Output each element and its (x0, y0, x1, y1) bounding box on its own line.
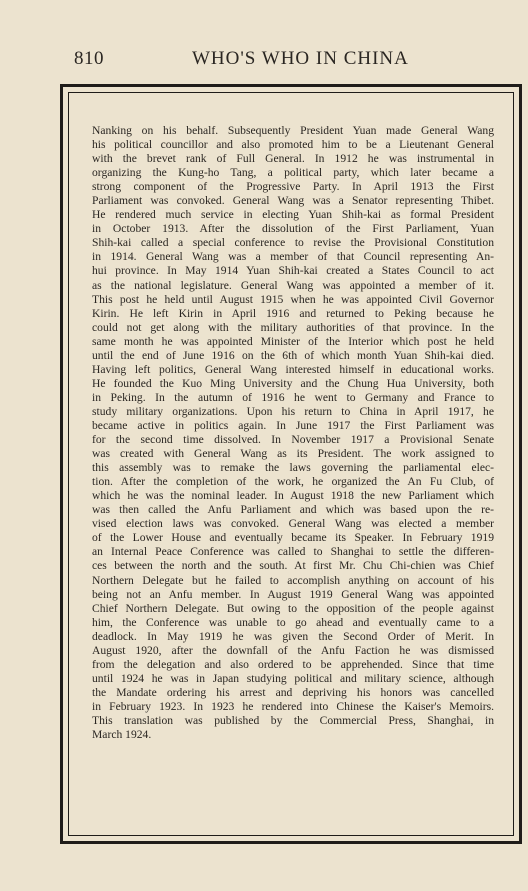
text-line: until 1924 he was in Japan studying political and military science, although (92, 671, 494, 685)
text-line: in February 1923. In 1923 he rendered into Chinese the Kaiser's Memoirs. (92, 699, 494, 713)
page-header (70, 48, 510, 72)
text-line: him, the Conference was unable to go ahead and eventually came to a (92, 615, 494, 629)
page-number: 810 (74, 48, 104, 69)
text-line: could not get along with the military authorities of that province. In the (92, 320, 494, 334)
running-head: WHO'S WHO IN CHINA (192, 48, 409, 69)
text-line: Shih-kai called a special conference to revise the Provisional Constitution (92, 236, 494, 250)
text-line: Having left politics, General Wang interested himself in educational works. (92, 362, 494, 376)
text-line: in Peking. In the autumn of 1916 he went to Germany and France to (92, 390, 494, 404)
text-line: strong component of the Progressive Party. In April 1913 the First (92, 180, 494, 194)
text-line: Chief Northern Delegate. But owing to the opposition of the people against (92, 601, 494, 615)
text-line: vised election laws was convoked. General Wang was elected a member (92, 517, 494, 531)
text-line: Northern Delegate but he failed to accomplish anything on account of his (92, 573, 494, 587)
text-line: He founded the Kuo Ming University and the Chung Hua University, both (92, 376, 494, 390)
text-line: March 1924. (92, 728, 152, 742)
text-line: August 1920, after the downfall of the Anfu Faction he was dismissed (92, 643, 494, 657)
text-line: an Internal Peace Conference was called to Shanghai to settle the differen- (92, 545, 494, 559)
text-line: from the delegation and also ordered to be apprehended. Since that time (92, 657, 494, 671)
text-line: He rendered much service in electing Yuan Shih-kai as formal President (92, 208, 494, 222)
text-line: which he was the nominal leader. In August 1918 the new Parliament which (92, 489, 494, 503)
text-line: hui province. In May 1914 Yuan Shih-kai created a States Council to act (92, 264, 494, 278)
text-line: as the national legislature. General Wang was appointed a member of it. (92, 278, 494, 292)
text-line: organizing the Kung-ho Tang, a political party, which later became a (92, 166, 494, 180)
text-line: in October 1913. After the dissolution of the First Parliament, Yuan (92, 222, 494, 236)
text-line: this assembly was to remake the laws governing the parliamental elec- (92, 461, 494, 475)
text-line: Kirin. He left Kirin in April 1916 and returned to Peking because he (92, 306, 494, 320)
text-line: until the end of June 1916 on the 6th of which month Yuan Shih-kai died. (92, 348, 494, 362)
text-line: in 1914. General Wang was a member of that Council representing An- (92, 250, 494, 264)
text-line: This translation was published by the Commercial Press, Shanghai, in (92, 713, 494, 727)
text-line: being not an Anfu member. In August 1919 General Wang was appointed (92, 587, 494, 601)
text-line: deadlock. In May 1919 he was given the Second Order of Merit. In (92, 629, 494, 643)
text-line: his political councillor and also promoted him to be a Lieutenant General (92, 138, 494, 152)
text-line: with the brevet rank of Full General. In 1912 he was instrumental in (92, 152, 494, 166)
text-line: of the Lower House and eventually became its Speaker. In February 1919 (92, 531, 494, 545)
text-line: study military organizations. Upon his return to China in April 1917, he (92, 404, 494, 418)
text-line: This post he held until August 1915 when he was appointed Civil Governor (92, 292, 494, 306)
text-line: was created with General Wang as its President. The work assigned to (92, 447, 494, 461)
text-line: tion. After the completion of the work, he organized the An Fu Club, of (92, 475, 494, 489)
text-line: same month he was appointed Minister of the Interior which post he held (92, 334, 494, 348)
text-line: ces between the north and the south. At first Mr. Chu Chi-chien was Chief (92, 559, 494, 573)
text-line: Nanking on his behalf. Subsequently President Yuan made General Wang (92, 124, 494, 137)
text-line: became active in politics again. In June 1917 the First Parliament was (92, 418, 494, 432)
text-line: for the second time dissolved. In November 1917 a Provisional Senate (92, 433, 494, 447)
text-line: was then called the Anfu Parliament and which was based upon the re- (92, 503, 494, 517)
biography-text (92, 124, 494, 742)
text-line: the Mandate ordering his arrest and depriving his honors was cancelled (92, 685, 494, 699)
text-line: Parliament was convoked. General Wang was a Senator representing Thibet. (92, 194, 494, 208)
